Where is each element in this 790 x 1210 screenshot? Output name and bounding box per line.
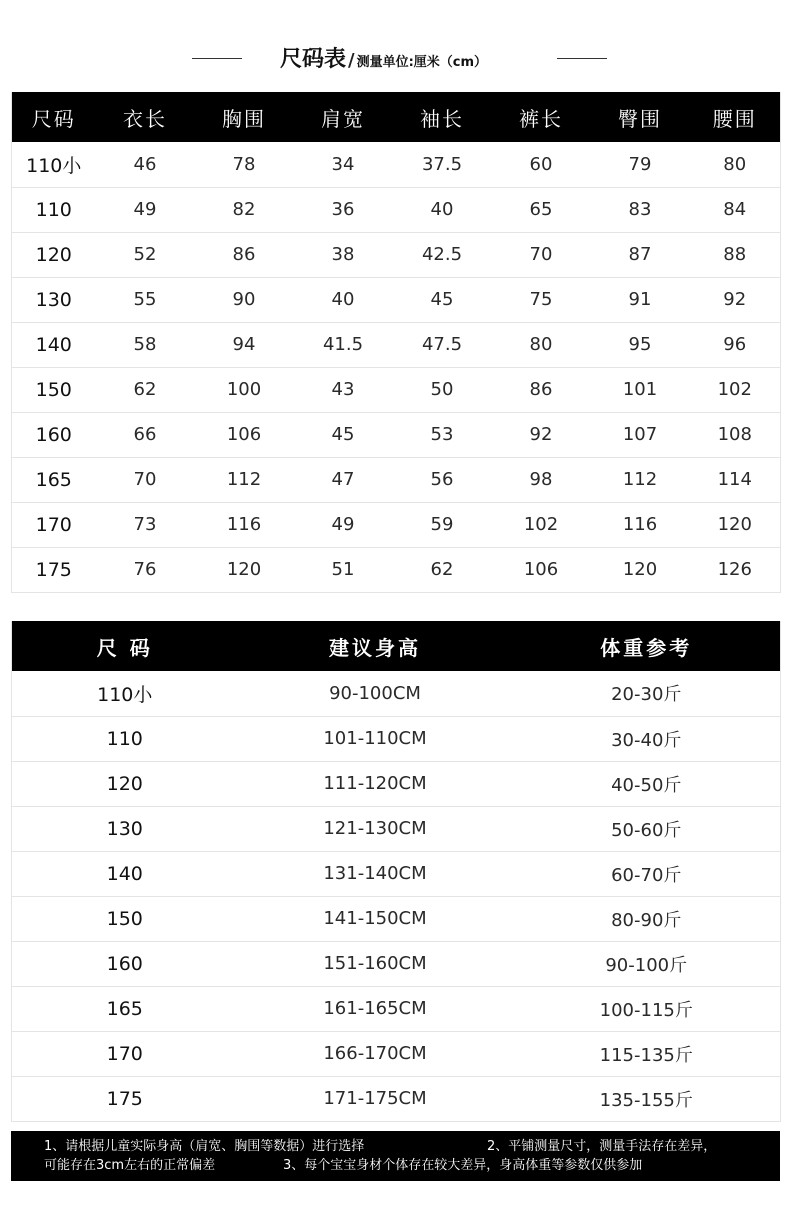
size-label-cell: 140 [12,322,96,367]
measurement-cell: 52 [96,232,195,277]
suggested-height-cell: 121-130CM [238,806,513,851]
measurement-cell: 49 [294,502,393,547]
size-table-row [12,232,781,277]
size-label-cell: 120 [12,232,96,277]
reference-table-row [12,806,781,851]
size-table-row [12,502,781,547]
measurement-cell: 40 [393,187,492,232]
measurement-cell: 94 [195,322,294,367]
title-row [0,38,790,78]
note-1: 1、请根据儿童实际身高（肩宽、胸围等数据）进行选择 [44,1139,365,1154]
size-label-cell: 165 [12,986,238,1031]
size-table-header-cell: 腰围 [690,92,781,142]
weight-reference-cell: 40-50斤 [513,761,781,806]
notes-panel [11,1131,780,1181]
weight-reference-cell: 20-30斤 [513,671,781,716]
reference-table-row [12,761,781,806]
measurement-cell: 80 [690,142,781,187]
measurement-cell: 83 [591,187,690,232]
size-table-header-cell: 裤长 [492,92,591,142]
reference-table-row [12,1076,781,1121]
measurement-cell: 106 [195,412,294,457]
size-table-header-cell: 肩宽 [294,92,393,142]
size-label-cell: 170 [12,1031,238,1076]
size-table-row [12,142,781,187]
measurement-cell: 88 [690,232,781,277]
suggested-height-cell: 111-120CM [238,761,513,806]
size-label-cell: 140 [12,851,238,896]
note-3: 3、每个宝宝身材个体存在较大差异，身高体重等参数仅供参加 [283,1158,643,1173]
measurement-cell: 53 [393,412,492,457]
measurement-cell: 49 [96,187,195,232]
size-label-cell: 110小 [12,142,96,187]
size-label-cell: 110小 [12,671,238,716]
measurement-cell: 55 [96,277,195,322]
size-table-row [12,187,781,232]
measurement-cell: 112 [591,457,690,502]
measurement-cell: 95 [591,322,690,367]
size-table-row [12,547,781,592]
measurement-cell: 114 [690,457,781,502]
reference-table-row [12,716,781,761]
size-label-cell: 130 [12,806,238,851]
measurement-cell: 96 [690,322,781,367]
suggested-height-cell: 101-110CM [238,716,513,761]
measurement-cell: 51 [294,547,393,592]
suggested-height-cell: 90-100CM [238,671,513,716]
size-label-cell: 170 [12,502,96,547]
measurement-cell: 56 [393,457,492,502]
size-label-cell: 160 [12,941,238,986]
measurement-cell: 120 [591,547,690,592]
measurement-cell: 45 [393,277,492,322]
size-table-header-cell: 袖长 [393,92,492,142]
suggested-height-cell: 141-150CM [238,896,513,941]
reference-table-row [12,986,781,1031]
title-divider-right [557,58,607,59]
measurement-cell: 92 [690,277,781,322]
measurement-cell: 76 [96,547,195,592]
weight-reference-cell: 90-100斤 [513,941,781,986]
measurement-cell: 78 [195,142,294,187]
note-2: 2、平铺测量尺寸，测量手法存在差异， [487,1139,717,1154]
weight-reference-cell: 135-155斤 [513,1076,781,1121]
measurement-cell: 70 [96,457,195,502]
measurement-cell: 34 [294,142,393,187]
measurement-cell: 82 [195,187,294,232]
measurement-cell: 50 [393,367,492,412]
measurement-cell: 58 [96,322,195,367]
measurement-cell: 45 [294,412,393,457]
measurement-cell: 73 [96,502,195,547]
note-2-continued: 可能存在3cm左右的正常偏差 [44,1158,216,1173]
measurement-cell: 87 [591,232,690,277]
size-table-row [12,457,781,502]
measurement-cell: 65 [492,187,591,232]
measurement-cell: 43 [294,367,393,412]
size-label-cell: 160 [12,412,96,457]
reference-table-row [12,851,781,896]
measurement-cell: 60 [492,142,591,187]
measurement-cell: 46 [96,142,195,187]
measurement-cell: 108 [690,412,781,457]
size-label-cell: 120 [12,761,238,806]
suggested-height-cell: 131-140CM [238,851,513,896]
suggested-height-cell: 171-175CM [238,1076,513,1121]
measurement-cell: 126 [690,547,781,592]
size-label-cell: 150 [12,896,238,941]
measurement-cell: 120 [690,502,781,547]
measurement-cell: 36 [294,187,393,232]
size-table-header-row [12,92,781,142]
suggested-height-cell: 151-160CM [238,941,513,986]
size-label-cell: 150 [12,367,96,412]
size-label-cell: 110 [12,716,238,761]
size-table-header-cell: 胸围 [195,92,294,142]
size-label-cell: 175 [12,1076,238,1121]
title-unit-note: 测量单位:厘米（cm） [356,55,488,70]
reference-table-row [12,941,781,986]
size-table-body [12,142,781,592]
measurement-cell: 98 [492,457,591,502]
measurement-cell: 107 [591,412,690,457]
measurement-cell: 38 [294,232,393,277]
measurement-cell: 90 [195,277,294,322]
reference-table-header-cell: 尺 码 [12,621,238,671]
measurement-cell: 59 [393,502,492,547]
reference-table-row [12,1031,781,1076]
size-label-cell: 110 [12,187,96,232]
measurement-cell: 100 [195,367,294,412]
measurement-cell: 116 [591,502,690,547]
size-table-row [12,412,781,457]
title-divider-left [192,58,242,59]
measurement-cell: 101 [591,367,690,412]
measurement-cell: 47.5 [393,322,492,367]
measurement-cell: 106 [492,547,591,592]
size-table-header-cell: 衣长 [96,92,195,142]
measurement-cell: 86 [195,232,294,277]
measurement-cell: 116 [195,502,294,547]
size-table-row [12,322,781,367]
weight-reference-cell: 30-40斤 [513,716,781,761]
measurement-cell: 62 [96,367,195,412]
measurement-cell: 91 [591,277,690,322]
size-label-cell: 165 [12,457,96,502]
measurement-cell: 84 [690,187,781,232]
measurement-cell: 40 [294,277,393,322]
measurement-cell: 41.5 [294,322,393,367]
measurement-cell: 37.5 [393,142,492,187]
measurement-cell: 62 [393,547,492,592]
weight-reference-cell: 80-90斤 [513,896,781,941]
measurement-cell: 102 [690,367,781,412]
size-table-row [12,277,781,322]
reference-table-header-row [12,621,781,671]
reference-table-row [12,896,781,941]
measurement-cell: 79 [591,142,690,187]
size-reference-table [11,621,781,1122]
page-title [280,42,487,73]
measurement-cell: 86 [492,367,591,412]
weight-reference-cell: 50-60斤 [513,806,781,851]
reference-table-header-cell: 体重参考 [513,621,781,671]
suggested-height-cell: 166-170CM [238,1031,513,1076]
weight-reference-cell: 60-70斤 [513,851,781,896]
size-table-header-cell: 臀围 [591,92,690,142]
measurement-cell: 75 [492,277,591,322]
measurement-cell: 70 [492,232,591,277]
size-chart-table [11,92,781,593]
measurement-cell: 42.5 [393,232,492,277]
title-separator: / [348,50,355,71]
measurement-cell: 80 [492,322,591,367]
weight-reference-cell: 100-115斤 [513,986,781,1031]
measurement-cell: 102 [492,502,591,547]
suggested-height-cell: 161-165CM [238,986,513,1031]
reference-table-row [12,671,781,716]
weight-reference-cell: 115-135斤 [513,1031,781,1076]
size-label-cell: 175 [12,547,96,592]
measurement-cell: 92 [492,412,591,457]
size-table-header-cell: 尺码 [12,92,96,142]
reference-table-header-cell: 建议身高 [238,621,513,671]
measurement-cell: 120 [195,547,294,592]
measurement-cell: 112 [195,457,294,502]
measurement-cell: 47 [294,457,393,502]
measurement-cell: 66 [96,412,195,457]
size-label-cell: 130 [12,277,96,322]
size-table-row [12,367,781,412]
title-main: 尺码表 [280,47,347,72]
reference-table-body [12,671,781,1121]
